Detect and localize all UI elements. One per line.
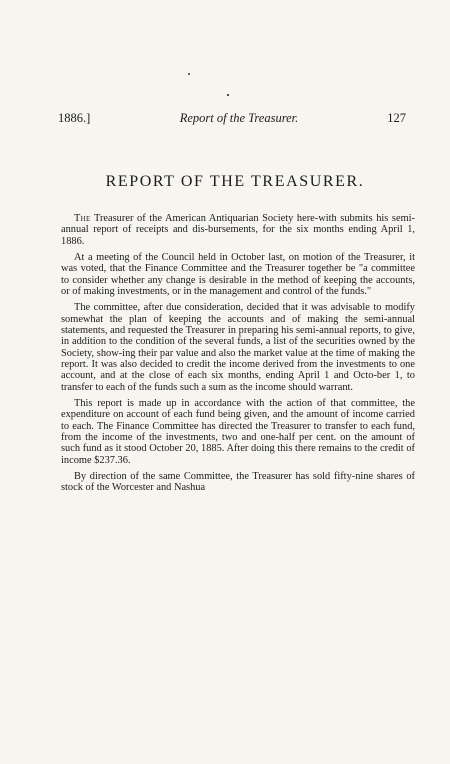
paragraph-1 — [61, 213, 415, 247]
header-year: 1886.] — [58, 111, 91, 125]
paragraph-3: The committee, after due consideration, decided that it was advisable to modify somewhat the plan of keeping the accounts and of making the semi-annual statements, and requested the Treasurer in preparing his semi-annual reports, to give, in addition to the condition of the several funds, a list of the securities owned by the Society, show-ing their par value and also the market value at the time of making the report. It was also decided to credit the income derived from the investments to one account, and at the close of each six months, ending April 1 and Octo-ber 1, to transfer to each of the funds such a sum as the income should warrant. — [61, 302, 415, 393]
page-number: 127 — [387, 111, 406, 125]
report-title: REPORT OF THE TREASURER. — [105, 173, 365, 190]
paragraph-2: At a meeting of the Council held in October last, on motion of the Treasurer, it was voted, that the Finance Committee and the Treasurer together be "a committee to consider whether any change is desirable in the method of keeping the accounts, or of making investments, or in the management and control of the funds." — [61, 252, 415, 297]
running-header — [58, 111, 406, 129]
print-speck — [188, 73, 190, 75]
paragraph-4: This report is made up in accordance with the action of that committee, the expenditure on account of each fund being given, and the amount of income carried to each. The Finance Committee has directed the Treasurer to transfer to each fund, from the income of the investments, two and one-half per cent. on the amount of such fund as it stood October 20, 1885. After doing this there remains to the credit of income $237.36. — [61, 398, 415, 466]
print-speck — [227, 94, 229, 96]
report-body — [61, 213, 415, 499]
paragraph-lead-word: The — [74, 213, 91, 224]
running-title: Report of the Treasurer. — [179, 111, 299, 125]
paragraph-5: By direction of the same Committee, the Treasurer has sold fifty-nine shares of stock of the Worcester and Nashua — [61, 470, 415, 494]
paragraph-1-text: Treasurer of the American Antiquarian Society here-with submits his semi-annual report of receipts and dis-bursements, for the six months ending April 1, 1886. — [61, 213, 415, 247]
